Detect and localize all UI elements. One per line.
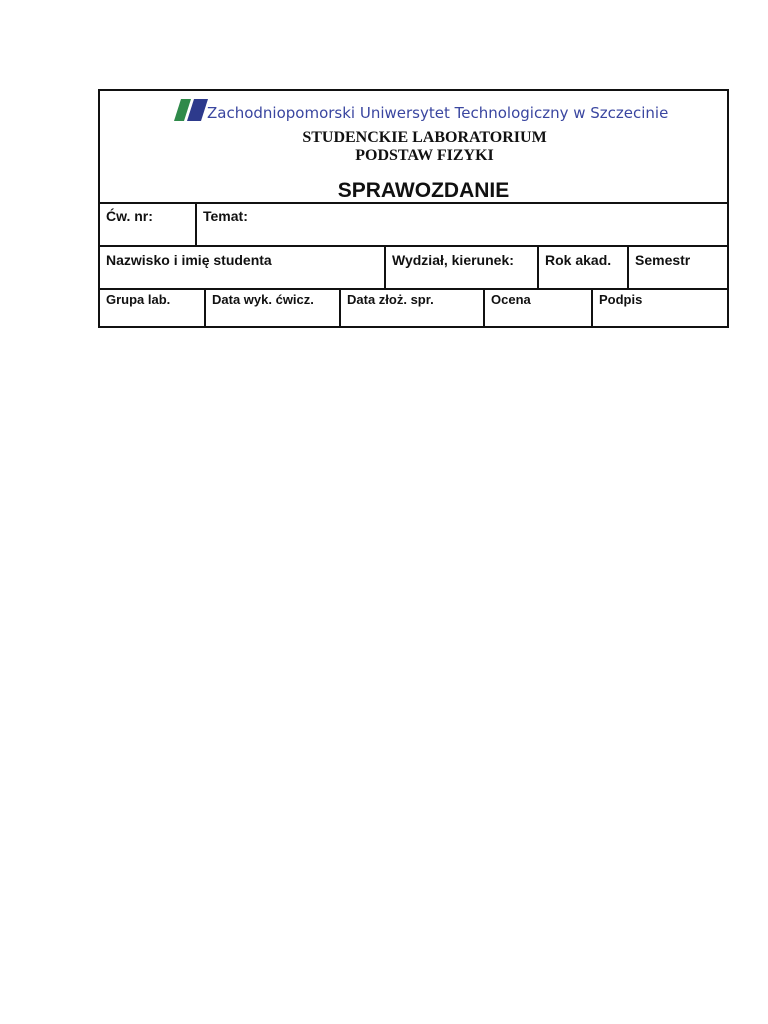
exercise-date-field: Data wyk. ćwicz.: [204, 290, 339, 328]
report-title: SPRAWOZDANIE: [337, 179, 510, 202]
form-row-exercise: [100, 204, 727, 247]
lab-title-line2: PODSTAW FIZYKI: [355, 147, 494, 164]
form-row-details: [100, 290, 727, 328]
student-name-field: Nazwisko i imię studenta: [106, 252, 272, 268]
faculty-field: Wydział, kierunek:: [384, 247, 537, 288]
university-name: Zachodniopomorski Uniwersytet Technologiczny w Szczecinie: [207, 104, 669, 122]
signature-field: Podpis: [591, 290, 727, 328]
exercise-number-field: Ćw. nr:: [106, 208, 153, 224]
semester-field: Semestr: [627, 247, 727, 288]
form-header: [100, 91, 727, 204]
lab-group-field: Grupa lab.: [106, 292, 171, 307]
grade-field: Ocena: [483, 290, 591, 328]
academic-year-field: Rok akad.: [537, 247, 627, 288]
form-row-student: [100, 247, 727, 290]
lab-title-line1: STUDENCKIE LABORATORIUM: [302, 129, 547, 146]
zut-logo-icon: [174, 99, 208, 121]
topic-field: Temat:: [195, 204, 727, 245]
submission-date-field: Data złoż. spr.: [339, 290, 483, 328]
report-header-form: [98, 89, 729, 328]
